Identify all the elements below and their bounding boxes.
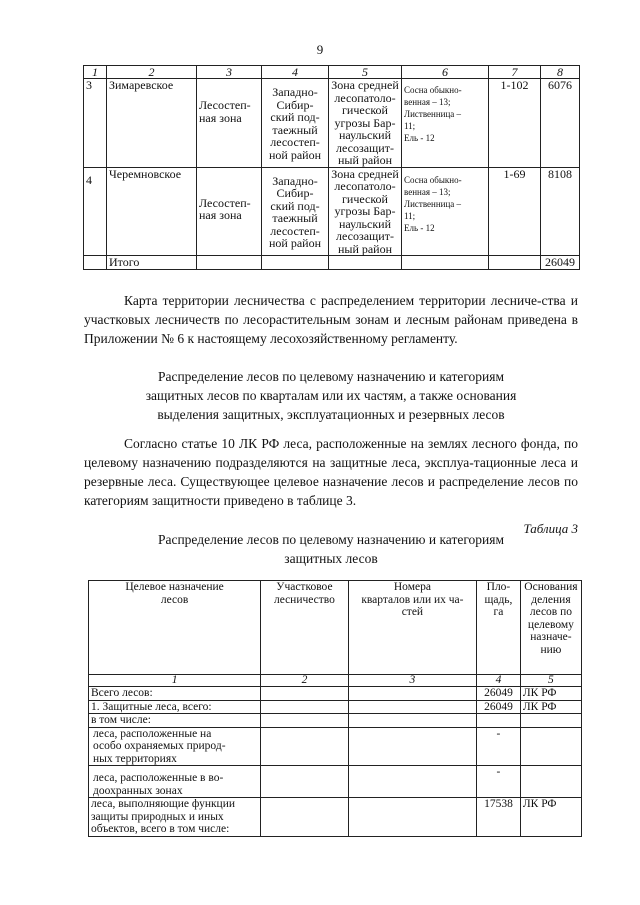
table1-header-cell: 5	[329, 66, 402, 79]
table1-header-cell: 8	[541, 66, 580, 79]
basis-value	[520, 727, 581, 766]
forestry-name: Зимаревское	[107, 79, 197, 168]
purpose-name: леса, расположенные на особо охраняемых природ- ных территориях	[89, 727, 261, 766]
purpose-paragraph: Согласно статье 10 ЛК РФ леса, расположенные на землях лесного фонда, по целевому назначению подразделяются на защитные леса, эксплуа-тационные леса и резервные леса. Существующее целевое назначение лесов и распределение лесов по категориям защитности приведено в таблице 3.	[84, 436, 578, 508]
table-title-line: защитных лесов	[284, 551, 378, 566]
table3-col-number: 4	[477, 675, 521, 687]
purpose-name: в том числе:	[89, 714, 261, 728]
table-row	[84, 79, 580, 168]
table-label: Таблица 3	[523, 521, 578, 536]
table1-header-cell: 7	[489, 66, 541, 79]
area-value: -	[477, 727, 521, 766]
table3-header-cell: Пло- щадь, га	[477, 581, 521, 675]
basis-value: ЛК РФ	[520, 700, 581, 714]
area-value: 6076	[541, 79, 580, 168]
area-value: -	[477, 766, 521, 798]
table-row	[89, 727, 582, 766]
table3-col-number: 1	[89, 675, 261, 687]
table3-title	[84, 530, 578, 568]
table1-header-cell: 4	[262, 66, 329, 79]
map-paragraph: Карта территории лесничества с распределением территории лесниче-ства и участковых лесничеств по лесорастительным зонам и лесным районам приведена в Приложении № 6 к настоящему лесохозяйственному регламенту.	[84, 293, 578, 346]
table-row	[89, 687, 582, 701]
species-list: Сосна обыкно- венная – 13; Лиственница – 11; Ель - 12	[402, 167, 489, 256]
table1-header-cell: 6	[402, 66, 489, 79]
area-value	[477, 714, 521, 728]
table-row	[89, 766, 582, 798]
purpose-name: Всего лесов:	[89, 687, 261, 701]
table3-col-number: 3	[348, 675, 476, 687]
basis-value: ЛК РФ	[520, 687, 581, 701]
section-heading	[84, 367, 578, 424]
purpose-name: леса, расположенные в во- доохранных зонах	[89, 766, 261, 798]
species-list: Сосна обыкно- венная – 13; Лиственница – 11; Ель - 12	[402, 79, 489, 168]
table-title-line: Распределение лесов по целевому назначению и категориям	[157, 532, 505, 547]
table-total-row	[84, 256, 580, 270]
forestry-zones-table	[83, 65, 580, 270]
basis-value	[520, 714, 581, 728]
table1-header-row	[84, 66, 580, 79]
table-row	[89, 700, 582, 714]
threat-zone: Зона средней лесопатоло- гической угрозы Бар- наульский лесозащит- ный район	[329, 167, 402, 256]
table3-header-cell: Номера кварталов или их ча- стей	[348, 581, 476, 675]
table3-col-number: 5	[520, 675, 581, 687]
table1-header-cell: 1	[84, 66, 107, 79]
heading-line: выделения защитных, эксплуатационных и резервных лесов	[157, 407, 505, 422]
area-value: 26049	[477, 687, 521, 701]
heading-line: Распределение лесов по целевому назначению и категориям	[157, 369, 505, 384]
area-value: 26049	[477, 700, 521, 714]
forest-purpose-table	[88, 580, 582, 837]
table-row	[89, 714, 582, 728]
row-number: 3	[84, 79, 107, 168]
forest-region: Западно- Сибир- ский под- таежный лесостеп- ной район	[262, 79, 329, 168]
forest-region: Западно- Сибир- ский под- таежный лесостеп- ной район	[262, 167, 329, 256]
row-number: 4	[84, 167, 107, 256]
forest-zone-text: Лесостеп- ная зона	[199, 195, 251, 222]
table1-header-cell: 3	[197, 66, 262, 79]
forestry-name: Черемновское	[107, 167, 197, 256]
forest-zone	[197, 167, 262, 256]
basis-value: ЛК РФ	[520, 798, 581, 837]
purpose-name: 1. Защитные леса, всего:	[89, 700, 261, 714]
table1-header-cell: 2	[107, 66, 197, 79]
quarter-numbers: 1-69	[489, 167, 541, 256]
area-value: 8108	[541, 167, 580, 256]
table3-header-cell: Целевое назначение лесов	[89, 581, 261, 675]
total-label: Итого	[107, 256, 197, 270]
total-area: 26049	[541, 256, 580, 270]
forest-zone	[197, 79, 262, 168]
quarter-numbers: 1-102	[489, 79, 541, 168]
purpose-name: леса, выполняющие функции защиты природных и иных объектов, всего в том числе:	[89, 798, 261, 837]
table3-header-cell: Участковое лесничество	[261, 581, 349, 675]
table-row	[84, 167, 580, 256]
threat-zone: Зона средней лесопатоло- гической угрозы Бар- наульский лесозащит- ный район	[329, 79, 402, 168]
table3-col-number: 2	[261, 675, 349, 687]
basis-value	[520, 766, 581, 798]
page-number: 9	[316, 42, 324, 57]
area-value: 17538	[477, 798, 521, 837]
forest-zone-text: Лесостеп- ная зона	[199, 98, 251, 125]
table3-header-row	[89, 581, 582, 675]
table-row	[89, 798, 582, 837]
table3-number-row	[89, 675, 582, 687]
table3-header-cell: Основания деления лесов по целевому назначе- нию	[520, 581, 581, 675]
heading-line: защитных лесов по кварталам или их частям, а также основания	[145, 388, 517, 403]
